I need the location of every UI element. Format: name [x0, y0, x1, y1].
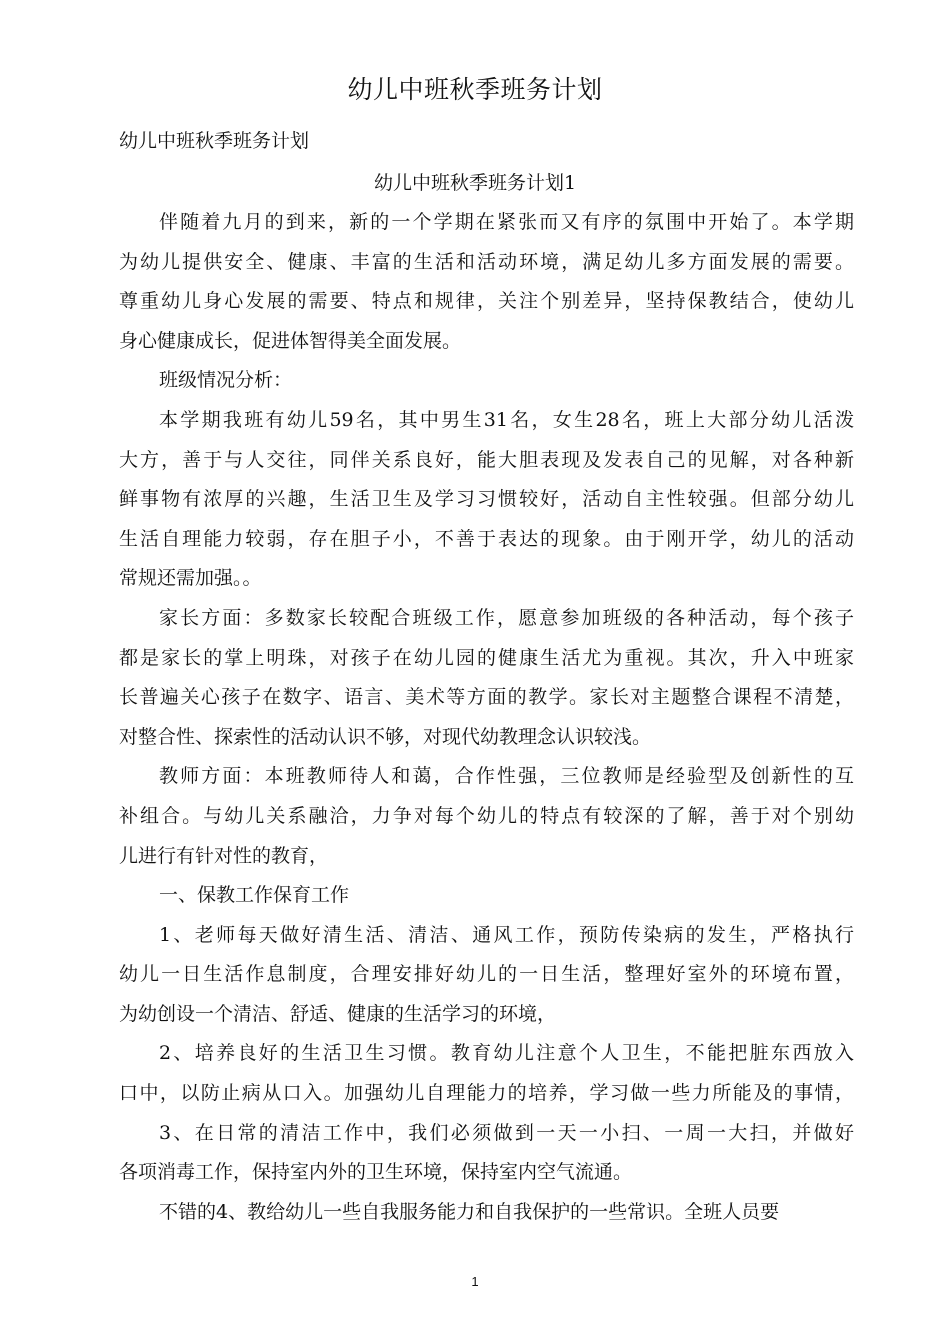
- document-subtitle: 幼儿中班秋季班务计划: [119, 130, 310, 152]
- text-line: 大方，善于与人交往，同伴关系良好，能大胆表现及发表自己的见解，对各种新: [119, 448, 854, 471]
- text-line: 3、在日常的清洁工作中，我们必须做到一天一小扫、一周一大扫，并做好: [159, 1121, 854, 1144]
- text-line: 鲜事物有浓厚的兴趣，生活卫生及学习习惯较好，活动自主性较强。但部分幼儿: [119, 488, 854, 511]
- text-line: 不错的4、教给幼儿一些自我服务能力和自我保护的一些常识。全班人员要: [159, 1200, 780, 1223]
- text-line: 尊重幼儿身心发展的需要、特点和规律，关注个别差异，坚持保教结合，使幼儿: [119, 290, 854, 313]
- section-title: 幼儿中班秋季班务计划1: [373, 172, 577, 194]
- text-line: 身心健康成长，促进体智得美全面发展。: [119, 329, 462, 352]
- text-line: 幼儿一日生活作息制度，合理安排好幼儿的一日生活，整理好室外的环境布置，: [119, 963, 854, 986]
- text-line: 一、保教工作保育工作: [159, 884, 350, 907]
- body-text: [119, 203, 854, 1232]
- text-line: 常规还需加强。。: [119, 567, 262, 590]
- text-line: 补组合。与幼儿关系融洽，力争对每个幼儿的特点有较深的了解，善于对个别幼: [119, 804, 854, 827]
- text-line: 长普遍关心孩子在数字、语言、美术等方面的教学。家长对主题整合课程不清楚，: [119, 686, 854, 709]
- text-line: 口中，以防止病从口入。加强幼儿自理能力的培养，学习做一些力所能及的事情，: [119, 1082, 854, 1105]
- text-line: 为幼创设一个清洁、舒适、健康的生活学习的环境，: [119, 1002, 557, 1025]
- text-line: 教师方面：本班教师待人和蔼，合作性强，三位教师是经验型及创新性的互: [159, 765, 854, 788]
- text-line: 2、培养良好的生活卫生习惯。教育幼儿注意个人卫生，不能把脏东西放入: [159, 1042, 854, 1065]
- text-line: 本学期我班有幼儿59名，其中男生31名，女生28名，班上大部分幼儿活泼: [159, 408, 854, 431]
- text-line: 生活自理能力较弱，存在胆子小，不善于表达的现象。由于刚开学，幼儿的活动: [119, 527, 854, 550]
- text-line: 儿进行有针对性的教育，: [119, 844, 329, 867]
- text-line: 都是家长的掌上明珠，对孩子在幼儿园的健康生活尤为重视。其次，升入中班家: [119, 646, 854, 669]
- text-line: 班级情况分析：: [159, 369, 293, 392]
- text-line: 1、老师每天做好清生活、清洁、通风工作，预防传染病的发生，严格执行: [159, 923, 854, 946]
- text-line: 各项消毒工作，保持室内外的卫生环境，保持室内空气流通。: [119, 1161, 633, 1184]
- text-line: 为幼儿提供安全、健康、丰富的生活和活动环境，满足幼儿多方面发展的需要。: [119, 250, 854, 273]
- text-line: 对整合性、探索性的活动认识不够，对现代幼教理念认识较浅。: [119, 725, 652, 748]
- page-number: 1: [471, 1274, 479, 1289]
- document-title: 幼儿中班秋季班务计划: [347, 75, 603, 104]
- text-line: 家长方面：多数家长较配合班级工作，愿意参加班级的各种活动，每个孩子: [159, 606, 854, 629]
- text-line: 伴随着九月的到来，新的一个学期在紧张而又有序的氛围中开始了。本学期: [159, 211, 854, 233]
